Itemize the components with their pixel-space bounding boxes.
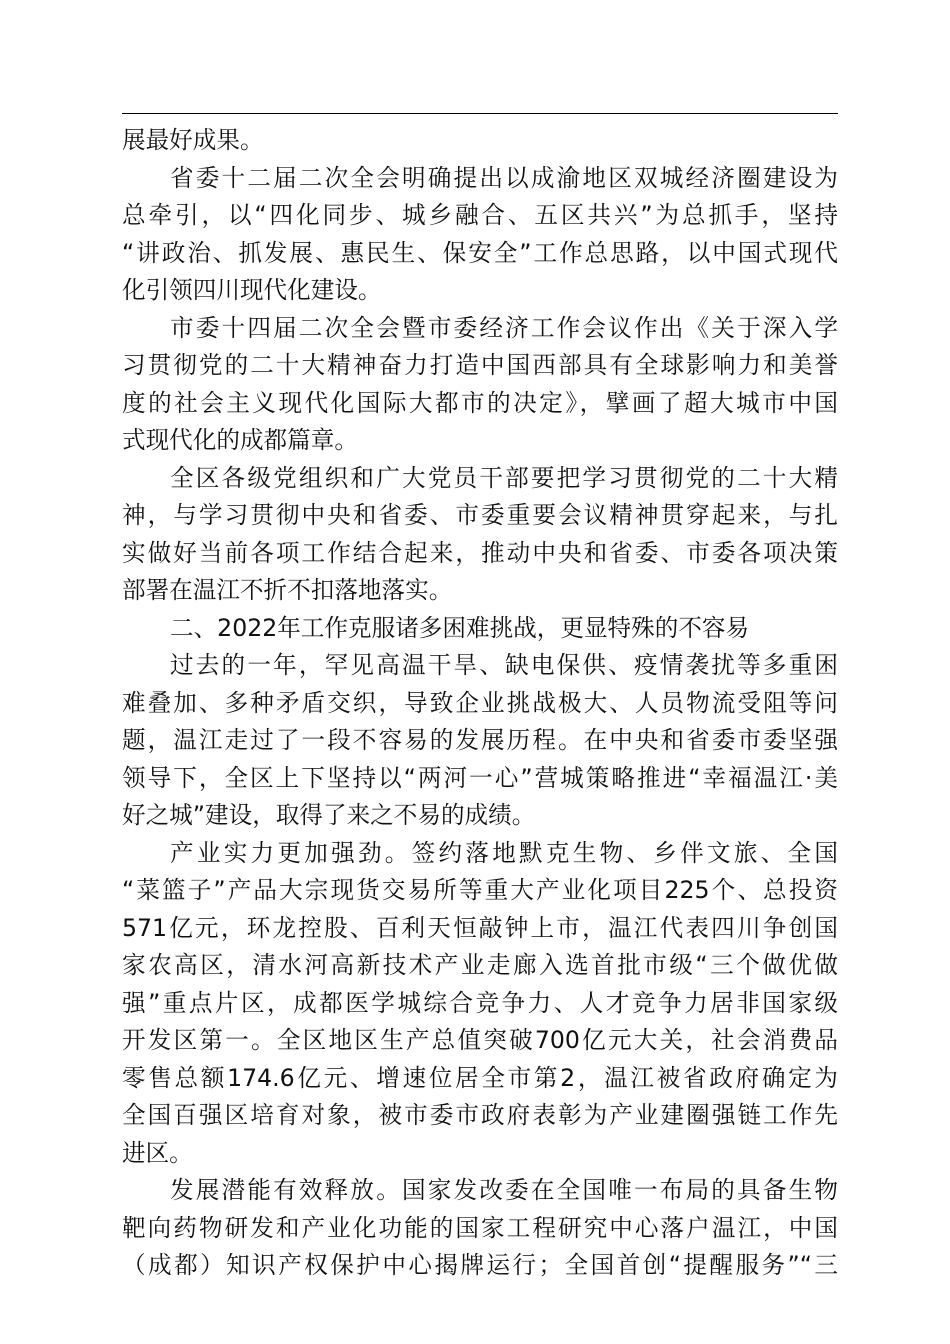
text-line: 省委十二届二次全会明确提出以成渝地区双城经济圈建设为 xyxy=(170,163,838,192)
text-line: 发展潜能有效释放。国家发改委在全国唯一布局的具备生物 xyxy=(170,1176,838,1204)
text-line: 靶向药物研发和产业化功能的国家工程研究中心落户温江，中国 xyxy=(122,1213,838,1242)
text-line: 全区各级党组织和广大党员干部要把学习贯彻党的二十大精 xyxy=(170,463,838,492)
text-line: 零售总额174.6亿元、增速位居全市第2，温江被省政府确定为 xyxy=(122,1063,838,1092)
text-line: 进区。 xyxy=(122,1138,193,1167)
text-line: （成都）知识产权保护中心揭牌运行；全国首创“提醒服务”“三 xyxy=(122,1251,838,1279)
text-line: “菜篮子”产品大宗现货交易所等重大产业化项目225个、总投资 xyxy=(122,876,838,904)
header-rule xyxy=(122,113,838,114)
text-line: 神，与学习贯彻中央和省委、市委重要会议精神贯穿起来，与扎 xyxy=(122,501,838,529)
text-line: 市委十四届二次全会暨市委经济工作会议作出《关于深入学 xyxy=(170,313,838,342)
text-line: 开发区第一。全区地区生产总值突破700亿元大关，社会消费品 xyxy=(122,1026,838,1054)
document-body xyxy=(122,122,838,1285)
text-line: 部署在温江不折不扣落地落实。 xyxy=(122,576,453,604)
text-line: 度的社会主义现代化国际大都市的决定》，擘画了超大城市中国 xyxy=(122,388,838,417)
text-line: 领导下，全区上下坚持以“两河一心”营城策略推进“幸福温江·美 xyxy=(122,763,838,792)
text-line: 化引领四川现代化建设。 xyxy=(122,276,382,304)
text-line: 好之城”建设，取得了来之不易的成绩。 xyxy=(122,801,536,829)
text-line: 实做好当前各项工作结合起来，推动中央和省委、市委各项决策 xyxy=(122,538,838,567)
text-line: 571亿元，环龙控股、百利天恒敲钟上市，温江代表四川争创国 xyxy=(122,913,838,942)
text-line: 家农高区，清水河高新技术产业走廊入选首批市级“三个做优做 xyxy=(122,951,838,979)
text-line: 过去的一年，罕见高温干旱、缺电保供、疫情袭扰等多重困 xyxy=(170,651,838,679)
text-line: 习贯彻党的二十大精神奋力打造中国西部具有全球影响力和美誉 xyxy=(122,351,838,379)
section-heading: 二、2022年工作克服诸多困难挑战，更显特殊的不容易 xyxy=(170,613,750,642)
text-line: 产业实力更加强劲。签约落地默克生物、乡伴文旅、全国 xyxy=(170,838,838,867)
text-line: “讲政治、抓发展、惠民生、保安全”工作总思路，以中国式现代 xyxy=(122,238,838,267)
text-line: 强”重点片区，成都医学城综合竞争力、人才竞争力居非国家级 xyxy=(122,988,838,1017)
text-line: 全国百强区培育对象，被市委市政府表彰为产业建圈强链工作先 xyxy=(122,1101,838,1129)
text-line: 总牵引，以“四化同步、城乡融合、五区共兴”为总抓手，坚持 xyxy=(122,201,838,229)
text-line: 难叠加、多种矛盾交织，导致企业挑战极大、人员物流受阻等问 xyxy=(122,688,838,717)
text-line: 式现代化的成都篇章。 xyxy=(122,426,358,454)
text-line: 展最好成果。 xyxy=(122,126,264,154)
text-line: 题，温江走过了一段不容易的发展历程。在中央和省委市委坚强 xyxy=(122,726,838,754)
